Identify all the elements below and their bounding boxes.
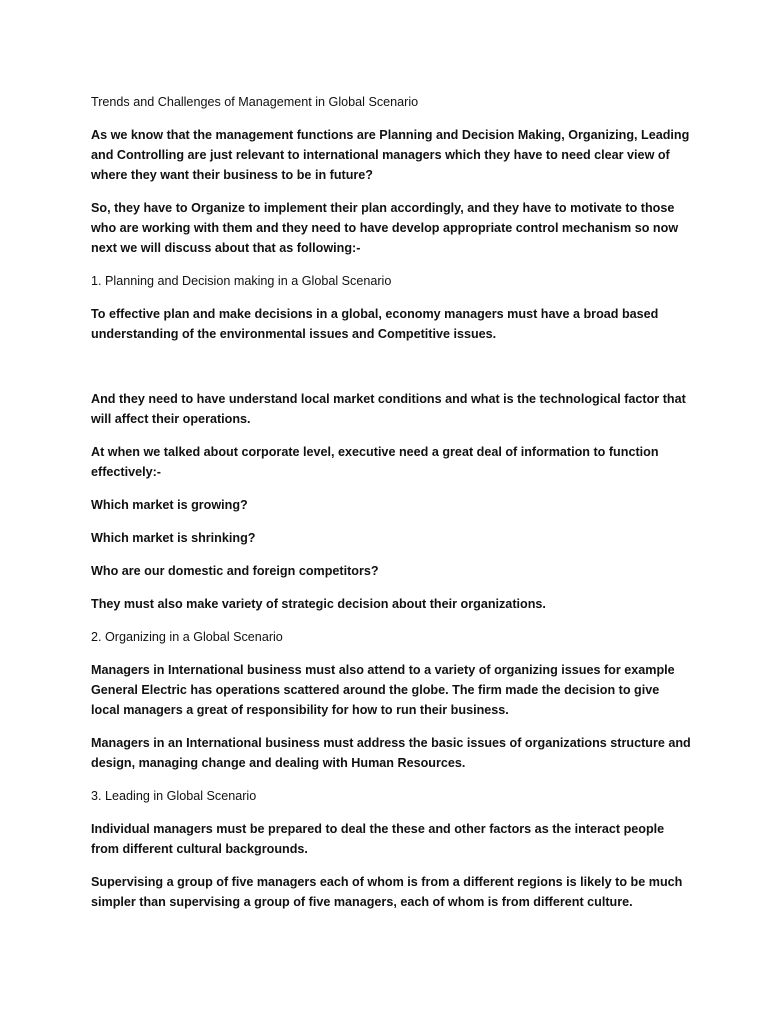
section-3-paragraph-1: Individual managers must be prepared to deal the these and other factors as the interact people from different cultural backgrounds. bbox=[91, 822, 665, 856]
document-title: Trends and Challenges of Management in Global Scenario bbox=[91, 95, 419, 109]
section-1-paragraph-2: And they need to have understand local market conditions and what is the technological factor that will affect their operations. bbox=[91, 392, 686, 426]
intro-paragraph-2: So, they have to Organize to implement their plan accordingly, and they have to motivate to those who are working with them and they need to have develop appropriate control mechanism so now next we will discuss about that as following:- bbox=[91, 201, 679, 255]
section-3-paragraph-2: Supervising a group of five managers each of whom is from a different regions is likely to be much simpler than supervising a group of five managers, each of whom is from different culture. bbox=[91, 875, 683, 909]
section-2-paragraph-1: Managers in International business must also attend to a variety of organizing issues for example General Electric has operations scattered around the globe. The firm made the decision to give local managers a great of responsibility for how to run their business. bbox=[91, 663, 675, 717]
blank-line bbox=[91, 357, 691, 389]
section-1-question-2: Which market is shrinking? bbox=[91, 531, 256, 545]
section-1-paragraph-3: At when we talked about corporate level, executive need a great deal of information to function effectively:- bbox=[91, 445, 659, 479]
section-1-heading: 1. Planning and Decision making in a Global Scenario bbox=[91, 274, 392, 288]
section-3-heading: 3. Leading in Global Scenario bbox=[91, 789, 257, 803]
section-1-paragraph-1: To effective plan and make decisions in a global, economy managers must have a broad based understanding of the environmental issues and Competitive issues. bbox=[91, 307, 659, 341]
section-2-heading: 2. Organizing in a Global Scenario bbox=[91, 630, 283, 644]
intro-paragraph-1: As we know that the management functions are Planning and Decision Making, Organizing, Leading and Controlling are just relevant to international managers which they have to need clear view of where they want their business to be in future? bbox=[91, 128, 690, 182]
section-2-paragraph-2: Managers in an International business must address the basic issues of organizations structure and design, managing change and dealing with Human Resources. bbox=[91, 736, 691, 770]
section-1-paragraph-4: They must also make variety of strategic decision about their organizations. bbox=[91, 597, 546, 611]
section-1-question-1: Which market is growing? bbox=[91, 498, 248, 512]
document-page bbox=[91, 92, 691, 925]
section-1-question-3: Who are our domestic and foreign competitors? bbox=[91, 564, 379, 578]
